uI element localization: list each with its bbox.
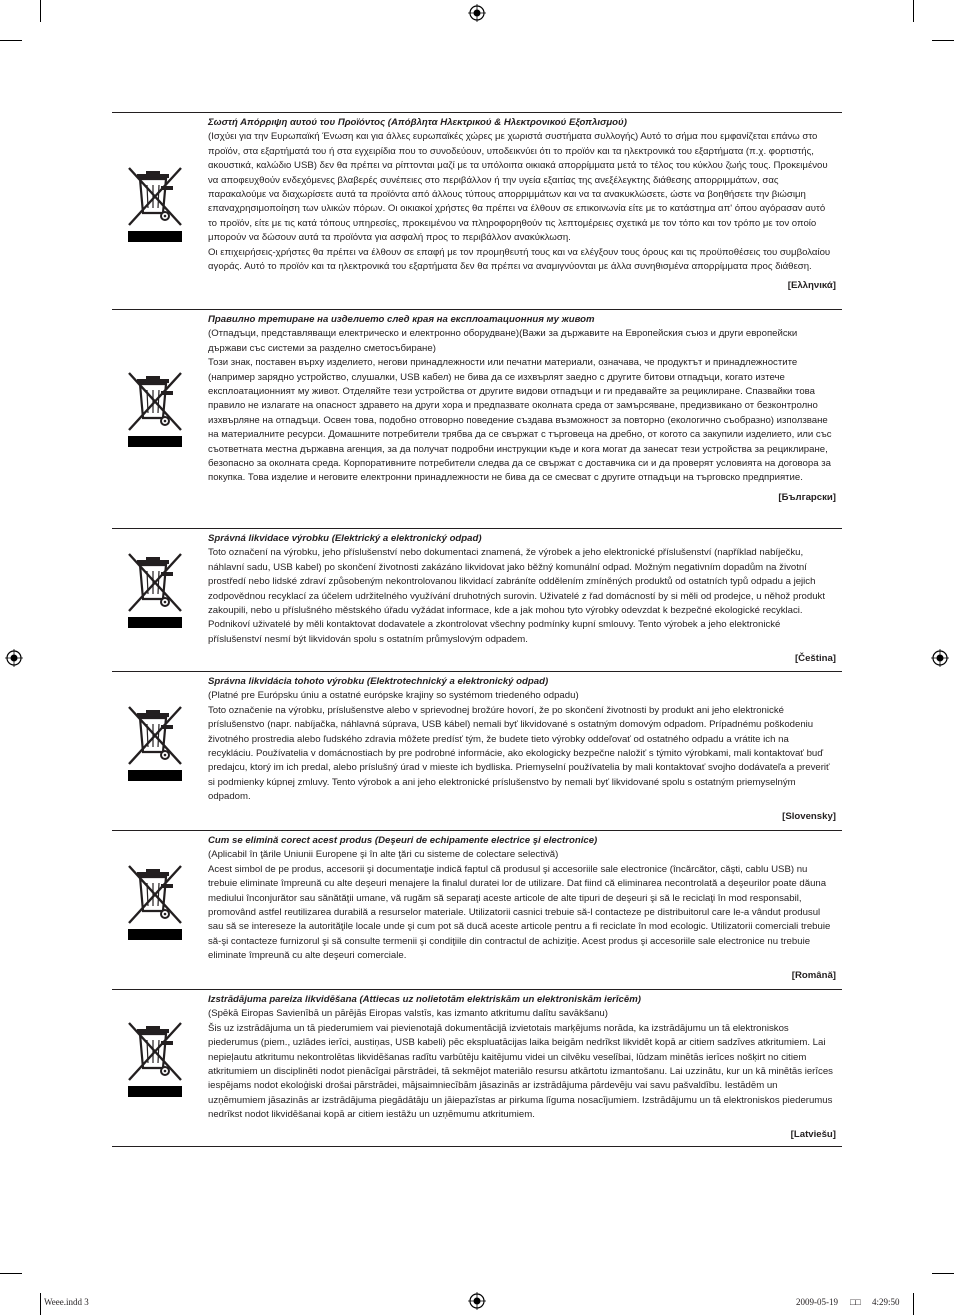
weee-bar bbox=[128, 929, 182, 940]
section-text bbox=[208, 529, 842, 671]
section-paragraph: (Aplicabil în ţările Uniunii Europene şi în alte ţări cu sisteme de colectare selectivă) bbox=[208, 849, 559, 861]
section-paragraph: Οι επιχειρήσεις-χρήστες θα πρέπει να έλθουν σε επαφή με τον προμηθευτή τους και να ελέγξουν τους όρους και τις προϋποθέσεις του συμβολαίου αγοράς. Αυτό το προϊόν και τα ηλεκτρονικά του εξαρτήματα δεν θα πρέπει να αναμιγνύονται με άλλα συνηθισμένα απορρίμματα προς διάθεση. bbox=[208, 246, 831, 273]
weee-bar bbox=[128, 770, 182, 781]
section-romanian bbox=[112, 830, 842, 989]
weee-bin-icon bbox=[126, 1020, 186, 1097]
weee-bin-icon bbox=[126, 551, 186, 628]
language-label: [Latviešu] bbox=[790, 1128, 836, 1140]
crop-mark bbox=[913, 1293, 914, 1315]
section-slovak bbox=[112, 671, 842, 830]
section-title: Cum se elimină corect acest produs (Deşeuri de echipamente electrice şi electronice) bbox=[208, 835, 598, 846]
footer-file: Weee.indd 3 bbox=[44, 1297, 89, 1307]
section-title: Správná likvidace výrobku (Elektrický a elektronický odpad) bbox=[208, 533, 482, 544]
registration-mark-icon bbox=[468, 4, 486, 22]
crop-mark bbox=[0, 1273, 22, 1274]
weee-bin-icon bbox=[126, 863, 186, 940]
section-title: Správna likvidácia tohoto výrobku (Elektrotechnický a elektronický odpad) bbox=[208, 676, 549, 687]
weee-bin-icon bbox=[126, 370, 186, 447]
language-label: [Slovensky] bbox=[782, 810, 836, 822]
section-latvian bbox=[112, 989, 842, 1147]
section-bulgarian bbox=[112, 309, 842, 528]
section-czech bbox=[112, 528, 842, 671]
section-paragraph: Toto označenie na výrobku, príslušenstve alebo v sprievodnej brožúre hovorí, že po skončení životnosti by produkt ani jeho elektronické príslušenstvo (napr. nabíjačka, náhlavná súprava, USB kábel) nemali byť likvidované s ostatným domovým odpadom. Prípadnému poškodeniu životného prostredia alebo ľudského zdravia môžete predísť tým, že budete tieto výrobky oddeľovať od ostatného odpadu a vrátite ich na recykláciu. Používatelia v domácnostiach by pre podrobné informácie, ako ekologicky bezpečne naložiť s týmito výrobkami, mali kontaktovať buď predajcu, ktorý im ich predal, alebo príslušný úrad v mieste ich bydliska. Priemyselní používatelia by mali kontaktovať svojho dodávateľa a preveriť si podmienky kúpnej zmluvy. Tento výrobok a ani jeho elektronické príslušenstvo by nemali byť likvidované spolu s ostatným priemyselným odpadom. bbox=[208, 704, 830, 803]
section-paragraph: Toto označení na výrobku, jeho příslušenství nebo dokumentaci znamená, že výrobek a jeho elektronické příslušenství (například nabíječku, náhlavní sadu, USB kabel) po skončení životnosti zakázáno likvidovat jako běžný komunální odpad. Možným negativním dopadům na životní prostředí nebo lidské zdraví způsobeným nekontrolovanou likvidací zabráníte oddělením zmíněných produktů od ostatních typů odpadu a jejich zodpovědnou recyklací za účelem udržitelného využívání druhotných surovin. Uživatelé z řad domácností by si měli od prodejce, u něhož produkt zakoupili, nebo u příslušného městského úřadu vyžádat informace, kde a jak mohou tyto výrobky odevzdat k bezpečné ekologické recyklaci. Podnikoví uživatelé by měli kontaktovat dodavatele a zkontrolovat všechny podmínky kupní smlouvy. Tento výrobek a jeho elektronické příslušenství nesmí být likvidován spolu s ostatním průmyslovým odpadem. bbox=[208, 547, 825, 645]
registration-mark-icon bbox=[468, 1292, 486, 1310]
section-paragraph: Šis uz izstrādājuma un tā piederumiem vai pievienotajā dokumentācijā izvietotais marķējums norāda, ka izstrādājumu un tā elektroniskos piederumus (piem., uzlādes ierīci, austiņas, USB kabeli) pēc ekspluatācijas laika beigām nedrīkst likvidēt kopā ar citiem sadzīves atkritumiem. Lai nepieļautu atkritumu nekontrolētas likvidēšanas radītu varbūtēju kaitējumu videi un cilvēku veselībai, lūdzam minētās ierīces nošķirt no citiem atkritumiem un disciplinēti nodot pienācīgai pārstrādei, tā sekmējot materiālo resursu atkārtotu izmantošanu. Lai uzzinātu, kur un kā minētās ierīces iespējams nodot ekoloģiski drošai pārstrādei, mājsaimniecībām jāsazinās ar izstrādājuma pārdevēju vai savu pašvaldību. Iestādēm un uzņēmumiem jāsazinās ar izstrādājuma piegādātāju un jāiepazīstas ar pirkuma līguma nosacījumiem. Izstrādājumu un tā elektroniskos piederumus nedrīkst nodot likvidēšanai kopā ar citiem iestāžu un uzņēmumu atkritumiem. bbox=[208, 1022, 833, 1121]
footer-time: 4:29:50 bbox=[872, 1297, 900, 1307]
weee-bar bbox=[128, 436, 182, 447]
language-label: [Čeština] bbox=[794, 653, 836, 665]
registration-mark-icon bbox=[5, 649, 23, 667]
weee-bar bbox=[128, 617, 182, 628]
weee-bar bbox=[128, 1086, 182, 1097]
section-paragraph: (Ισχύει για την Ευρωπαϊκή Ένωση και για άλλες ευρωπαϊκές χώρες με χωριστά συστήματα συλλογής) Αυτό το σήμα που εμφανίζεται επάνω στο προϊόν, στα εξαρτήματά του ή στα εγχειρίδια που το συνοδεύουν, υποδεικνύει ότι το προϊόν και τα ηλεκτρονικά του εξαρτήματα (π.χ. φορτιστής, ακουστικά, καλώδιο USB) δεν θα πρέπει να ρίπτονται μαζί με τα υπόλοιπα οικιακά απορρίμματα μετά το τέλος του κύκλου ζωής τους. Προκειμένου να αποφευχθούν ενδεχόμενες βλαβερές συνέπειες στο περιβάλλον ή την υγεία εξαιτίας της ανεξέλεγκτης διάθεσης απορριμμάτων, σας παρακαλούμε να διαχωρίσετε αυτά τα προϊόντα από άλλους τύπους απορριμμάτων και να τα ανακυκλώσετε, ώστε να βοηθήσετε την βιώσιμη επαναχρησιμοποίηση των υλικών πόρων. Οι οικιακοί χρήστες θα πρέπει να έλθουν σε επικοινωνία είτε με το κατάστημα απ' όπου αγόρασαν αυτό το προϊόν, είτε με τις κατά τόπους υπηρεσίες, προκειμένου να πληροφορηθούν τις λεπτομέρειες σχετικά με τον τόπο και τον τρόπο με τον οποίο μπορούν να δώσουν αυτά τα προϊόντα για ασφαλή προς το περιβάλλον ανακύκλωση. bbox=[208, 131, 828, 244]
language-label: [Български] bbox=[778, 491, 836, 503]
language-label: [Ελληνικά] bbox=[787, 280, 836, 292]
footer-box: □□ bbox=[850, 1297, 861, 1307]
crop-mark bbox=[932, 40, 954, 41]
section-title: Izstrādājuma pareiza likvidēšana (Attiecas uz nolietotām elektriskām un elektroniskām ierīcēm) bbox=[208, 994, 641, 1005]
section-text bbox=[208, 672, 842, 828]
registration-mark-icon bbox=[931, 649, 949, 667]
section-paragraph: (Platné pre Európsku úniu a ostatné európske krajiny so systémom triedeného odpadu) bbox=[208, 690, 579, 702]
crop-mark bbox=[932, 1273, 954, 1274]
section-text bbox=[208, 113, 842, 298]
section-paragraph: (Отпадъци, представляващи електрическо и електронно оборудване)(Важи за държавите на Европейския съюз и други европейски държави със системи за разделно сметосъбиране) bbox=[208, 328, 798, 354]
section-title: Σωστή Απόρριψη αυτού του Προϊόντος (Απόβλητα Ηλεκτρικού & Ηλεκτρονικού Εξοπλισμού) bbox=[208, 117, 627, 128]
section-text bbox=[208, 310, 842, 509]
language-label: [Română] bbox=[791, 969, 836, 981]
section-text bbox=[208, 831, 842, 987]
crop-mark bbox=[40, 1293, 41, 1315]
section-paragraph: (Spēkā Eiropas Savienībā un pārējās Eiropas valstīs, kas izmanto atkritumu dalītu savākšanu) bbox=[208, 1008, 608, 1020]
weee-bar bbox=[128, 231, 182, 242]
footer-date: 2009-05-19 bbox=[796, 1297, 838, 1307]
section-text bbox=[208, 990, 842, 1146]
weee-bin-icon bbox=[126, 704, 186, 781]
section-paragraph: Този знак, поставен върху изделието, негови принадлежности или печатни материали, означава, че продуктът и принадлежностите (например зарядно устройство, слушалки, USB кабел) не бива да се изхвърлят заедно с другите битови отпадъци, когато изтече експлоатационният му живот. Отделяйте тези устройства от другите видови отпадъци и ги предавайте за рециклиране. Спазвайки това правило не излагате на опасност здравето на други хора и предпазвате околната среда от замърсяване, предизвикано от безконтролно изхвърляне на отпадъци. Освен това, подобно отговорно поведение създава възможност за повторно (екологично съобразно) използване на материалните ресурси. Домашните потребители трябва да се свържат с търговеца на дребно, от когото са закупили изделието, или със съответната местна държавна агенция, за да получат подробни инструкции къде и кога могат да занесат тези устройства за рециклиране, безопасно за околната среда. Корпоративните потребители следва да се свържат с доставчика си и да проверят условията на договора за покупка. Това изделие и неговите електронни принадлежности не бива да се смесват с другите отпадъци на търговско предприятие. bbox=[208, 357, 832, 484]
document-body bbox=[112, 112, 842, 1147]
weee-bin-icon bbox=[126, 165, 186, 242]
crop-mark bbox=[0, 40, 22, 41]
crop-mark bbox=[40, 0, 41, 22]
section-paragraph: Acest simbol de pe produs, accesorii şi documentaţie indică faptul că produsul şi accesoriile sale electronice (încărcător, căşti, cablu USB) nu trebuie eliminate împreună cu alte deşeuri menajere la finalul duratei lor de utilizare. Dat fiind că eliminarea necontrolată a deşeurilor poate dăuna mediului înconjurător sau sănătăţii umane, vă rugăm să separaţi aceste articole de alte tipuri de deşeuri şi să le reciclaţi în mod responsabil, promovând astfel reutilizarea durabilă a resurselor materiale. Utilizatorii casnici trebuie să-l contacteze pe distribuitorul care le-a vândut produsul sau să se intereseze la autorităţile locale unde şi cum pot să ducă aceste articole pentru a fi reciclate în mod ecologic. Utilizatorii comerciali trebuie să-şi contacteze furnizorul şi să consulte termenii şi condiţiile din contractul de achiziţie. Acest produs şi accesoriile sale electronice nu trebuie eliminate împreună cu alte deşeuri comerciale. bbox=[208, 863, 831, 962]
section-title: Правилно третиране на изделието след края на експлоатационния му живот bbox=[208, 314, 595, 325]
crop-mark bbox=[913, 0, 914, 22]
section-greek bbox=[112, 112, 842, 309]
